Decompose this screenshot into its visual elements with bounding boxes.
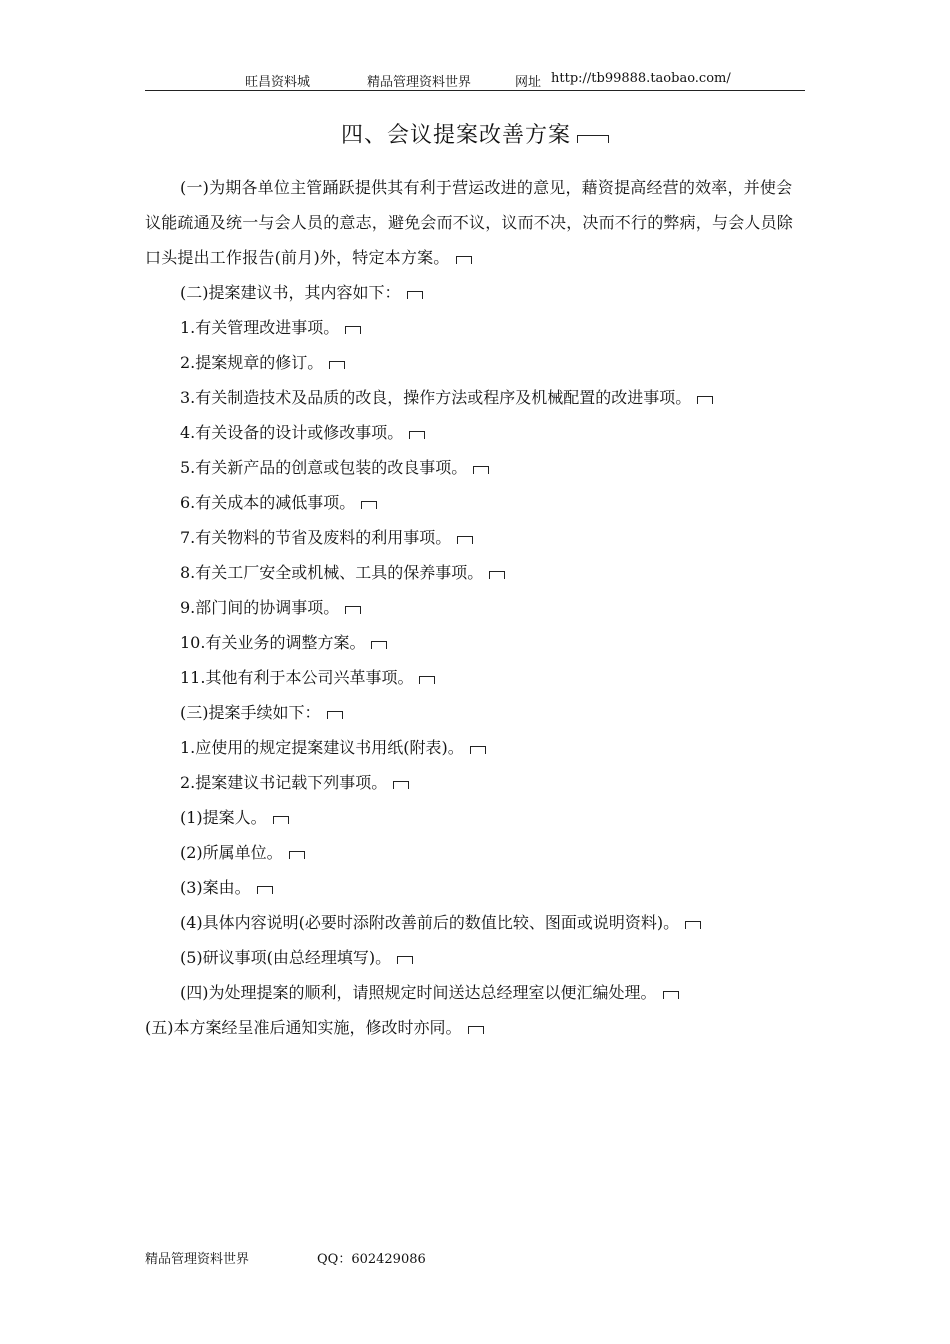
clause-text: 5.有关新产品的创意或包装的改良事项。 [180, 458, 468, 477]
paragraph-mark-icon [697, 396, 713, 404]
clause-text: (2)所属单位。 [180, 843, 283, 862]
title-text: 四、会议提案改善方案 [340, 123, 571, 148]
paragraph-mark-icon [456, 256, 472, 264]
paragraph-mark-icon [327, 711, 343, 719]
paragraph-mark-icon [470, 746, 486, 754]
paragraph-mark-icon [257, 886, 273, 894]
header-url: http://tb99888.taobao.com/ [551, 71, 731, 86]
clause-line [145, 800, 807, 835]
clause-text: (3)案由。 [180, 878, 251, 897]
paragraph-mark-icon [345, 326, 361, 334]
clause-line [145, 590, 807, 625]
clause-text: (4)具体内容说明(必要时添附改善前后的数值比较、图面或说明资料)。 [180, 913, 680, 932]
footer-qq: QQ：602429086 [317, 1252, 426, 1267]
paragraph-mark-icon [345, 606, 361, 614]
paragraph-mark-icon [409, 431, 425, 439]
clause-text: 2.提案规章的修订。 [180, 353, 324, 372]
intro-paragraph [145, 170, 807, 275]
clause-text: 7.有关物料的节省及废料的利用事项。 [180, 528, 452, 547]
clause-text: 8.有关工厂安全或机械、工具的保养事项。 [180, 563, 484, 582]
clause-line [145, 660, 807, 695]
clause-line [145, 380, 807, 415]
closing-text: (五)本方案经呈准后通知实施，修改时亦同。 [145, 1018, 462, 1037]
document-title [0, 118, 950, 149]
footer-slogan: 精品管理资料世界 [145, 1252, 250, 1267]
page-header [145, 70, 805, 91]
header-slogan: 精品管理资料世界 [367, 75, 472, 90]
clause-text: 9.部门间的协调事项。 [180, 598, 340, 617]
clause-text: 6.有关成本的减低事项。 [180, 493, 356, 512]
document-body [145, 170, 807, 1045]
paragraph-mark-icon [489, 571, 505, 579]
paragraph-mark-icon [663, 991, 679, 999]
header-url-label: 网址 [515, 75, 542, 90]
clause-line [145, 275, 807, 310]
clause-text: (1)提案人。 [180, 808, 267, 827]
paragraph-mark-icon [468, 1026, 484, 1034]
paragraph-mark-icon [289, 851, 305, 859]
clause-line [145, 695, 807, 730]
header-site-name: 旺昌资料城 [245, 75, 311, 90]
paragraph-mark-icon [273, 816, 289, 824]
paragraph-mark-icon [419, 676, 435, 684]
paragraph-mark-icon [407, 291, 423, 299]
clause-line [145, 485, 807, 520]
clause-text: 11.其他有利于本公司兴革事项。 [180, 668, 414, 687]
clause-line [145, 870, 807, 905]
clause-text: 10.有关业务的调整方案。 [180, 633, 366, 652]
clause-line [145, 905, 807, 940]
clause-line [145, 450, 807, 485]
clause-list [145, 275, 807, 1010]
clause-text: 2.提案建议书记载下列事项。 [180, 773, 388, 792]
clause-line [145, 310, 807, 345]
paragraph-mark-icon [361, 501, 377, 509]
paragraph-mark-icon [685, 921, 701, 929]
paragraph-mark-icon [577, 135, 609, 143]
closing-clause [145, 1010, 807, 1045]
clause-text: 1.应使用的规定提案建议书用纸(附表)。 [180, 738, 464, 757]
paragraph-mark-icon [393, 781, 409, 789]
clause-line [145, 940, 807, 975]
clause-line [145, 625, 807, 660]
clause-line [145, 415, 807, 450]
paragraph-mark-icon [397, 956, 413, 964]
clause-line [145, 765, 807, 800]
paragraph-mark-icon [457, 536, 473, 544]
clause-line [145, 975, 807, 1010]
paragraph-mark-icon [473, 466, 489, 474]
clause-line [145, 555, 807, 590]
clause-text: (四)为处理提案的顺利，请照规定时间送达总经理室以便汇编处理。 [180, 983, 657, 1002]
clause-text: 4.有关设备的设计或修改事项。 [180, 423, 404, 442]
clause-line [145, 520, 807, 555]
clause-line [145, 730, 807, 765]
clause-text: 3.有关制造技术及品质的改良，操作方法或程序及机械配置的改进事项。 [180, 388, 692, 407]
clause-text: 1.有关管理改进事项。 [180, 318, 340, 337]
clause-text: (5)研议事项(由总经理填写)。 [180, 948, 392, 967]
clause-text: (三)提案手续如下： [180, 703, 321, 722]
clause-line [145, 345, 807, 380]
paragraph-mark-icon [371, 641, 387, 649]
intro-text: (一)为期各单位主管踊跃提供其有利于营运改进的意见，藉资提高经营的效率，并使会议能疏通及统一与会人员的意志，避免会而不议，议而不决，决而不行的弊病，与会人员除口头提出工作报告(前月)外，特定本方案。 [145, 178, 794, 267]
clause-text: (二)提案建议书，其内容如下： [180, 283, 401, 302]
clause-line [145, 835, 807, 870]
paragraph-mark-icon [329, 361, 345, 369]
